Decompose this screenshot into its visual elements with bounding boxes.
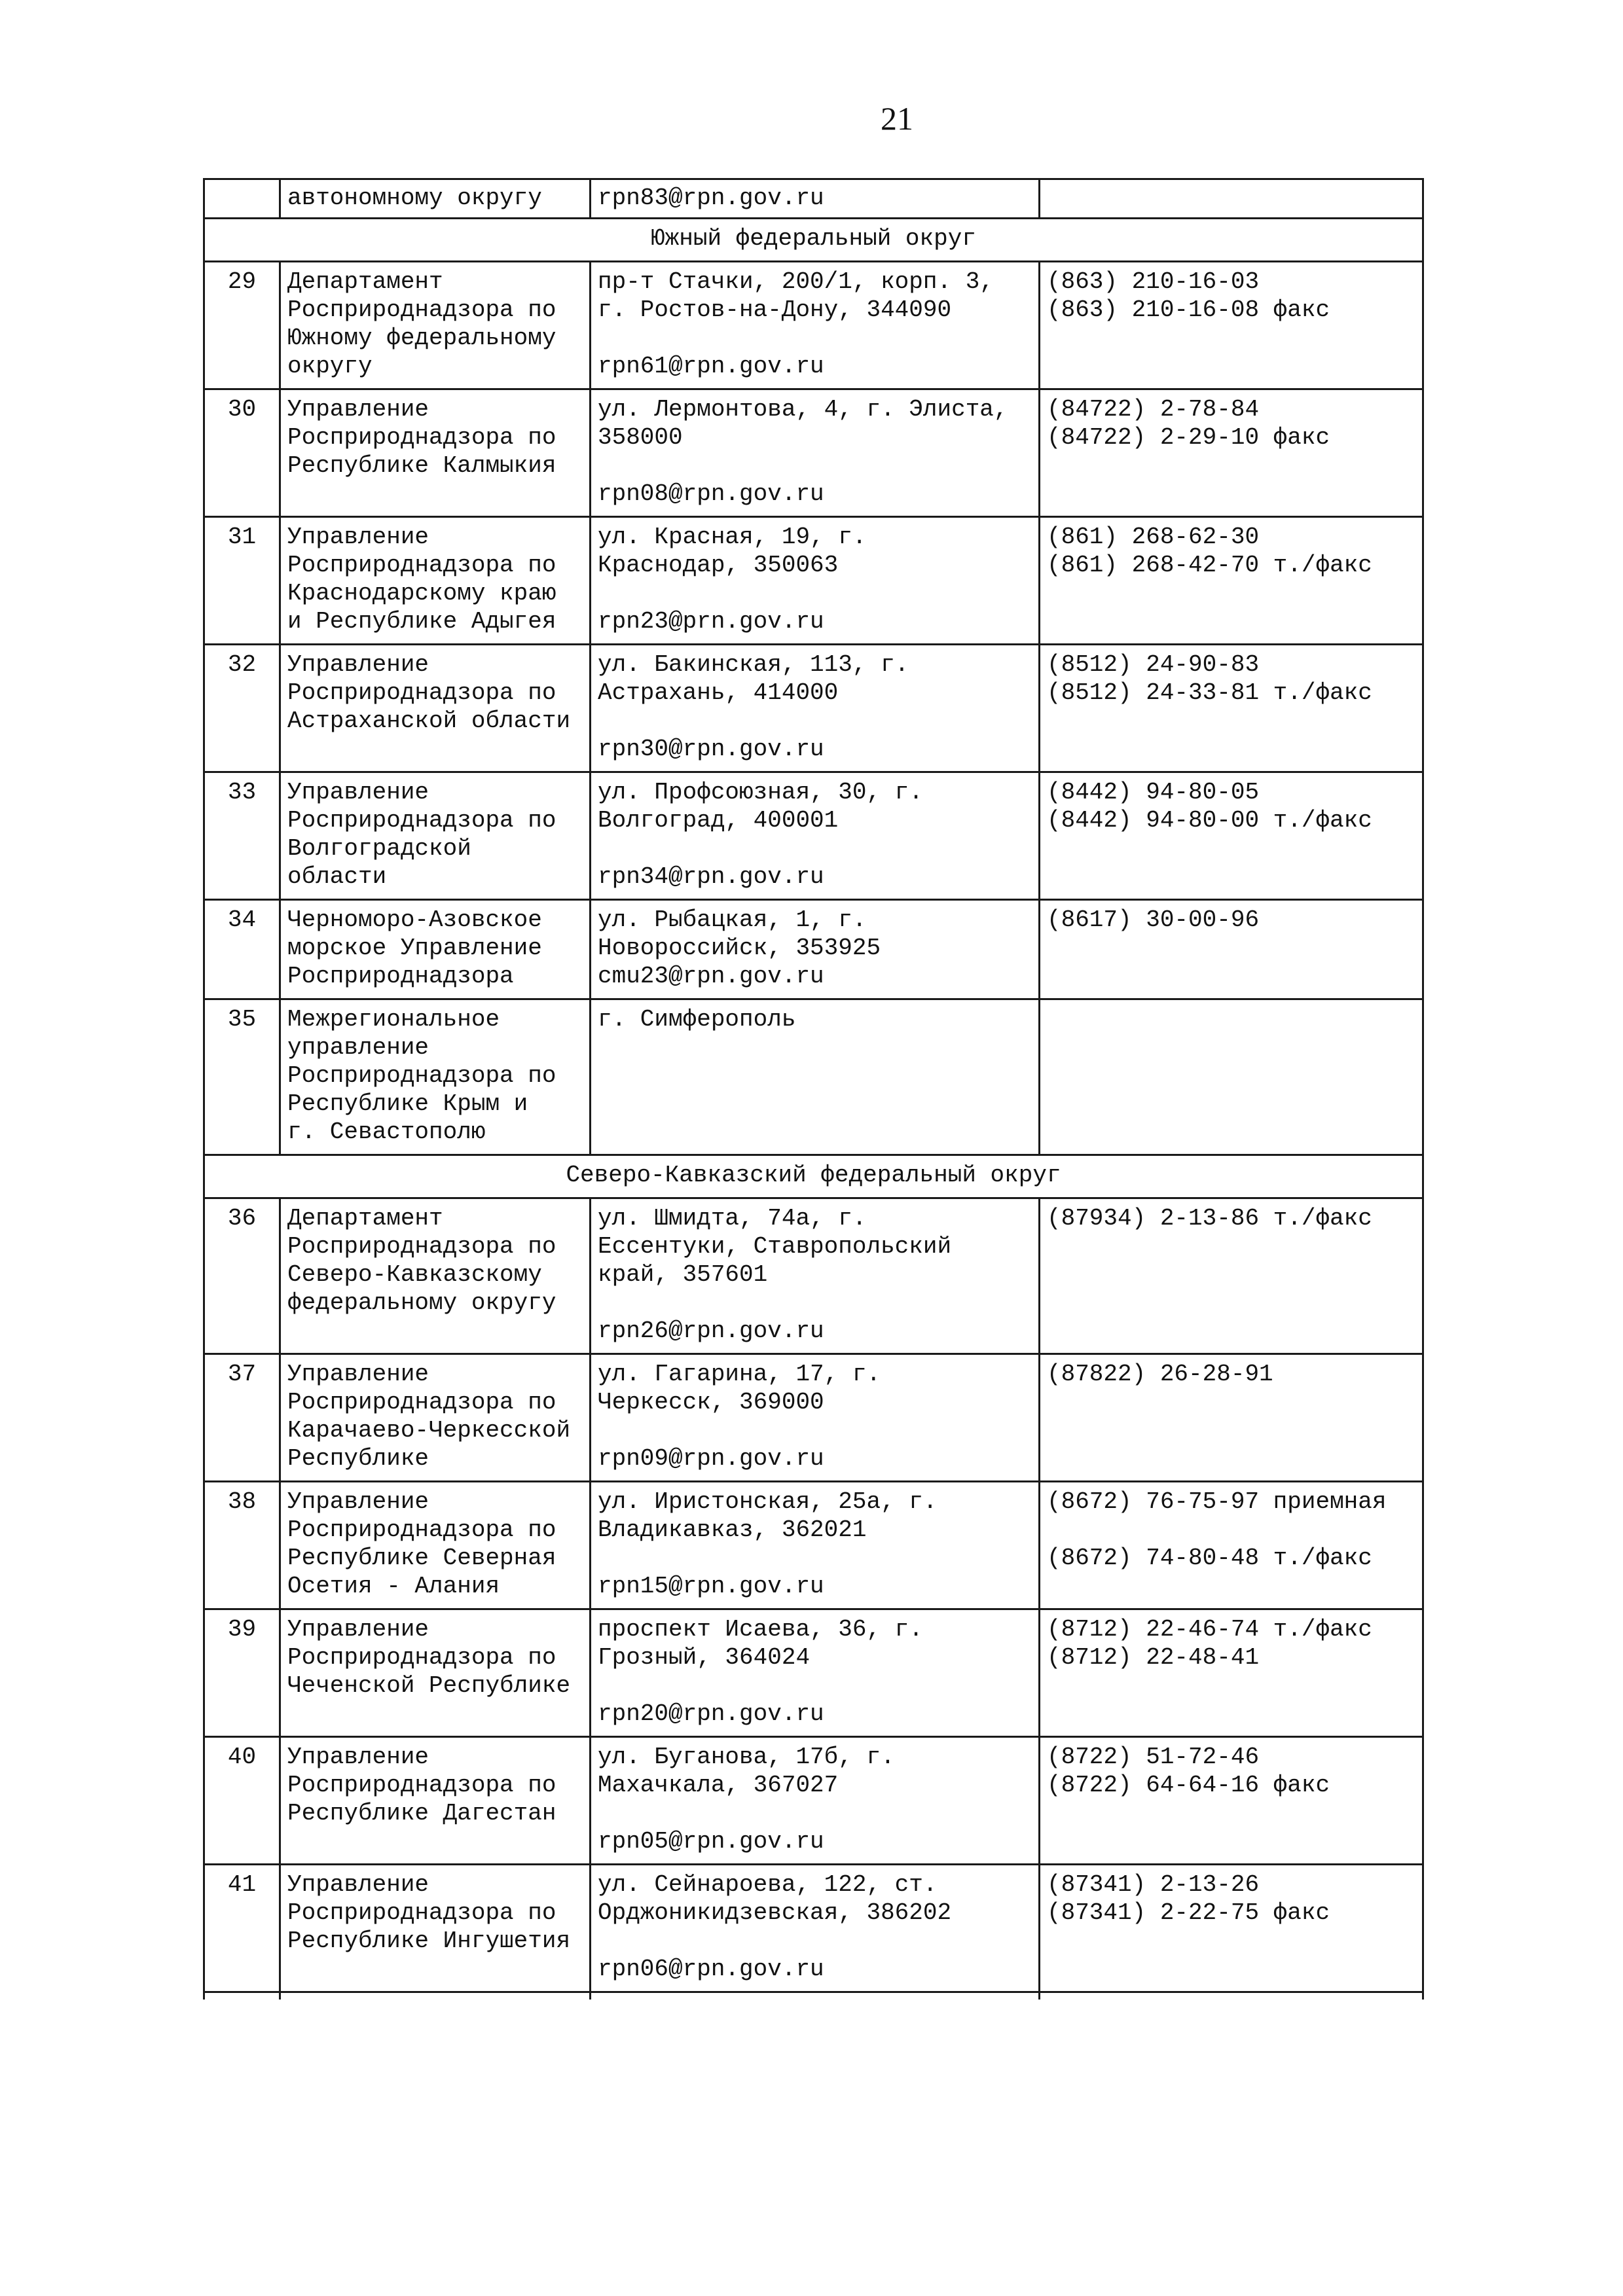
- name-cell: [280, 1354, 591, 1482]
- name-line: Астраханской области: [287, 708, 571, 734]
- name-line: Управление: [287, 1744, 429, 1770]
- office-row: [204, 1865, 1423, 1992]
- phone-line: (84722) 2-29-10 факс: [1047, 424, 1330, 451]
- office-registry-table: [203, 178, 1424, 2000]
- address-line: 358000: [598, 424, 683, 451]
- page-number: 21: [881, 100, 913, 137]
- phone-line: (8512) 24-90-83: [1047, 651, 1260, 678]
- phone-cell: [1040, 900, 1423, 999]
- name-line: Республике Северная: [287, 1545, 556, 1571]
- name-line: г. Севастополю: [287, 1119, 486, 1145]
- name-line: Республике: [287, 1445, 429, 1472]
- name-line: Северо-Кавказскому: [287, 1261, 542, 1288]
- office-row: [204, 900, 1423, 999]
- phone-line: (8672) 76-75-97 приемная: [1047, 1488, 1387, 1515]
- name-line: Росприроднадзора по: [287, 1644, 556, 1671]
- office-row: [204, 1198, 1423, 1354]
- office-row: [204, 1737, 1423, 1865]
- row-number-cell: 35: [204, 999, 280, 1155]
- office-row: [204, 1609, 1423, 1737]
- address-cell: [591, 999, 1040, 1155]
- spacer: [598, 324, 1032, 352]
- district-header-row: [204, 1155, 1423, 1198]
- row-number-cell: 36: [204, 1198, 280, 1354]
- name-line: области: [287, 863, 387, 890]
- address-cell: [591, 262, 1040, 389]
- spacer: [598, 1672, 1032, 1700]
- phone-cell: [1040, 772, 1423, 900]
- phone-line: (8712) 22-46-74 т./факс: [1047, 1616, 1372, 1643]
- address-line: Черкесск, 369000: [598, 1389, 824, 1416]
- name-line: Управление: [287, 524, 429, 550]
- office-row: [204, 772, 1423, 900]
- phone-cell: [1040, 179, 1423, 219]
- address-cell: [591, 1482, 1040, 1609]
- name-cell: [280, 645, 591, 772]
- name-cell: [280, 1482, 591, 1609]
- row-number-cell: 34: [204, 900, 280, 999]
- address-line: ул. Иристонская, 25а, г.: [598, 1488, 938, 1515]
- phone-cell: [1040, 645, 1423, 772]
- spacer: [598, 1289, 1032, 1317]
- row-number-cell: 31: [204, 517, 280, 645]
- email-text: rpn15@rpn.gov.ru: [598, 1573, 824, 1600]
- name-line: Департамент: [287, 268, 443, 295]
- name-cell: [280, 262, 591, 389]
- continuation-row: [204, 179, 1423, 219]
- name-line: Управление: [287, 779, 429, 806]
- row-number-cell: [204, 179, 280, 219]
- address-line: Астрахань, 414000: [598, 679, 839, 706]
- address-cell: [591, 179, 1040, 219]
- email-text: rpn83@rpn.gov.ru: [598, 185, 824, 211]
- name-line: Республике Ингушетия: [287, 1928, 571, 1954]
- email-text: rpn34@rpn.gov.ru: [598, 863, 824, 890]
- phone-line: (87822) 26-28-91: [1047, 1361, 1273, 1388]
- district-title: Северо-Кавказский федеральный округ: [204, 1155, 1423, 1198]
- phone-line: (8617) 30-00-96: [1047, 906, 1260, 933]
- name-line: Росприроднадзора по: [287, 1899, 556, 1926]
- email-text: rpn09@rpn.gov.ru: [598, 1445, 824, 1472]
- address-line: Грозный, 364024: [598, 1644, 811, 1671]
- phone-line: (8672) 74-80-48 т./факс: [1047, 1545, 1372, 1571]
- phone-cell: [1040, 389, 1423, 517]
- phone-cell: [1040, 1198, 1423, 1354]
- name-line: Южному федеральному: [287, 325, 556, 351]
- phone-line: (8442) 94-80-00 т./факс: [1047, 807, 1372, 834]
- row-number-cell: 41: [204, 1865, 280, 1992]
- table-continuation-stub: [204, 1992, 1423, 2000]
- phone-cell: [1040, 1354, 1423, 1482]
- spacer: [598, 834, 1032, 863]
- address-line: ул. Лермонтова, 4, г. Элиста,: [598, 396, 1008, 423]
- address-line: ул. Красная, 19, г.: [598, 524, 867, 550]
- email-text: rpn23@prn.gov.ru: [598, 608, 824, 635]
- name-line: Росприроднадзора по: [287, 1389, 556, 1416]
- name-line: Краснодарскому краю: [287, 580, 556, 607]
- address-line: ул. Шмидта, 74а, г.: [598, 1205, 867, 1232]
- address-line: ул. Рыбацкая, 1, г.: [598, 906, 867, 933]
- row-number-cell: 29: [204, 262, 280, 389]
- name-cell: [280, 1198, 591, 1354]
- email-text: rpn26@rpn.gov.ru: [598, 1318, 824, 1344]
- spacer: [1047, 1516, 1415, 1544]
- address-cell: [591, 1865, 1040, 1992]
- name-line: Управление: [287, 1488, 429, 1515]
- address-line: ул. Бакинская, 113, г.: [598, 651, 909, 678]
- email-text: rpn06@rpn.gov.ru: [598, 1956, 824, 1982]
- name-line: Росприроднадзора по: [287, 552, 556, 579]
- name-line: и Республике Адыгея: [287, 608, 556, 635]
- spacer: [598, 1416, 1032, 1444]
- address-line: пр-т Стачки, 200/1, корп. 3,: [598, 268, 994, 295]
- name-line: Осетия - Алания: [287, 1573, 500, 1600]
- address-line: ул. Сейнароева, 122, ст.: [598, 1871, 938, 1898]
- address-cell: [591, 1198, 1040, 1354]
- row-number-cell: 40: [204, 1737, 280, 1865]
- address-line: Ессентуки, Ставропольский: [598, 1233, 952, 1260]
- address-line: Орджоникидзевская, 386202: [598, 1899, 952, 1926]
- address-line: ул. Буганова, 17б, г.: [598, 1744, 895, 1770]
- spacer: [598, 452, 1032, 480]
- stub-cell: [1040, 1992, 1423, 2000]
- spacer: [598, 1799, 1032, 1827]
- address-cell: [591, 517, 1040, 645]
- district-title: Южный федеральный округ: [204, 219, 1423, 262]
- row-number-cell: 39: [204, 1609, 280, 1737]
- phone-line: (87341) 2-13-26: [1047, 1871, 1260, 1898]
- phone-line: (861) 268-42-70 т./факс: [1047, 552, 1372, 579]
- phone-line: (863) 210-16-08 факс: [1047, 296, 1330, 323]
- name-line: Республике Крым и: [287, 1090, 528, 1117]
- phone-line: (8722) 51-72-46: [1047, 1744, 1260, 1770]
- spacer: [598, 1544, 1032, 1572]
- name-line: Черноморо-Азовское: [287, 906, 542, 933]
- phone-cell: [1040, 1737, 1423, 1865]
- office-row: [204, 389, 1423, 517]
- spacer: [598, 707, 1032, 735]
- name-line: Управление: [287, 651, 429, 678]
- address-cell: [591, 772, 1040, 900]
- stub-cell: [204, 1992, 280, 2000]
- stub-cell: [280, 1992, 591, 2000]
- address-cell: [591, 1609, 1040, 1737]
- phone-line: (8512) 24-33-81 т./факс: [1047, 679, 1372, 706]
- address-line: г. Ростов-на-Дону, 344090: [598, 296, 952, 323]
- phone-cell: [1040, 1865, 1423, 1992]
- address-line: Краснодар, 350063: [598, 552, 839, 579]
- name-line: Росприроднадзора по: [287, 296, 556, 323]
- name-line: Карачаево-Черкесской: [287, 1417, 571, 1444]
- name-cell: [280, 772, 591, 900]
- row-number-cell: 30: [204, 389, 280, 517]
- name-line: морское Управление: [287, 935, 542, 961]
- address-cell: [591, 900, 1040, 999]
- address-line: Владикавказ, 362021: [598, 1516, 867, 1543]
- row-number-cell: 37: [204, 1354, 280, 1482]
- name-cell: автономному округу: [280, 179, 591, 219]
- phone-cell: [1040, 517, 1423, 645]
- office-row: [204, 1482, 1423, 1609]
- office-row: [204, 262, 1423, 389]
- phone-line: (863) 210-16-03: [1047, 268, 1260, 295]
- name-cell: [280, 1609, 591, 1737]
- name-line: Росприроднадзора по: [287, 424, 556, 451]
- office-row: [204, 999, 1423, 1155]
- email-text: rpn30@rpn.gov.ru: [598, 736, 824, 762]
- name-line: Республике Дагестан: [287, 1800, 556, 1827]
- name-line: Управление: [287, 1871, 429, 1898]
- name-cell: [280, 900, 591, 999]
- phone-line: (8722) 64-64-16 факс: [1047, 1772, 1330, 1799]
- address-line: ул. Гагарина, 17, г.: [598, 1361, 881, 1388]
- name-line: округу: [287, 353, 373, 380]
- address-line: г. Симферополь: [598, 1006, 796, 1033]
- registry-body: [204, 179, 1423, 2000]
- phone-line: (8712) 22-48-41: [1047, 1644, 1260, 1671]
- phone-line: (87934) 2-13-86 т./факс: [1047, 1205, 1372, 1232]
- phone-cell: [1040, 999, 1423, 1155]
- office-row: [204, 645, 1423, 772]
- name-line: Волгоградской: [287, 835, 471, 862]
- email-text: rpn20@rpn.gov.ru: [598, 1700, 824, 1727]
- phone-line: (861) 268-62-30: [1047, 524, 1260, 550]
- email-text: cmu23@rpn.gov.ru: [598, 963, 824, 990]
- name-line: Росприроднадзора по: [287, 679, 556, 706]
- address-line: Махачкала, 367027: [598, 1772, 839, 1799]
- name-line: Управление: [287, 396, 429, 423]
- name-cell: [280, 1737, 591, 1865]
- address-line: ул. Профсоюзная, 30, г.: [598, 779, 923, 806]
- name-line: Росприроднадзора по: [287, 807, 556, 834]
- name-line: Департамент: [287, 1205, 443, 1232]
- phone-cell: [1040, 1482, 1423, 1609]
- name-line: Республике Калмыкия: [287, 452, 556, 479]
- name-cell: [280, 517, 591, 645]
- name-line: Росприроднадзора: [287, 963, 514, 990]
- address-cell: [591, 1354, 1040, 1482]
- stub-cell: [591, 1992, 1040, 2000]
- name-line: Управление: [287, 1616, 429, 1643]
- office-row: [204, 1354, 1423, 1482]
- district-header-row: [204, 219, 1423, 262]
- name-line: Росприроднадзора по: [287, 1516, 556, 1543]
- phone-line: (87341) 2-22-75 факс: [1047, 1899, 1330, 1926]
- phone-cell: [1040, 1609, 1423, 1737]
- address-line: Новороссийск, 353925: [598, 935, 881, 961]
- email-text: rpn08@rpn.gov.ru: [598, 480, 824, 507]
- phone-cell: [1040, 262, 1423, 389]
- name-cell: [280, 999, 591, 1155]
- row-number-cell: 33: [204, 772, 280, 900]
- address-line: край, 357601: [598, 1261, 768, 1288]
- email-text: rpn61@rpn.gov.ru: [598, 353, 824, 380]
- address-cell: [591, 389, 1040, 517]
- name-line: Росприроднадзора по: [287, 1062, 556, 1089]
- office-row: [204, 517, 1423, 645]
- phone-line: (8442) 94-80-05: [1047, 779, 1260, 806]
- address-cell: [591, 1737, 1040, 1865]
- name-line: Чеченской Республике: [287, 1672, 571, 1699]
- row-number-cell: 32: [204, 645, 280, 772]
- name-line: Росприроднадзора по: [287, 1772, 556, 1799]
- phone-line: (84722) 2-78-84: [1047, 396, 1260, 423]
- address-cell: [591, 645, 1040, 772]
- name-line: Межрегиональное: [287, 1006, 500, 1033]
- row-number-cell: 38: [204, 1482, 280, 1609]
- name-line: Управление: [287, 1361, 429, 1388]
- name-line: федеральному округу: [287, 1289, 556, 1316]
- spacer: [598, 579, 1032, 607]
- address-line: проспект Исаева, 36, г.: [598, 1616, 923, 1643]
- name-cell: [280, 389, 591, 517]
- name-cell: [280, 1865, 591, 1992]
- address-line: Волгоград, 400001: [598, 807, 839, 834]
- email-text: rpn05@rpn.gov.ru: [598, 1828, 824, 1855]
- spacer: [598, 1927, 1032, 1955]
- name-line: Росприроднадзора по: [287, 1233, 556, 1260]
- name-line: управление: [287, 1034, 429, 1061]
